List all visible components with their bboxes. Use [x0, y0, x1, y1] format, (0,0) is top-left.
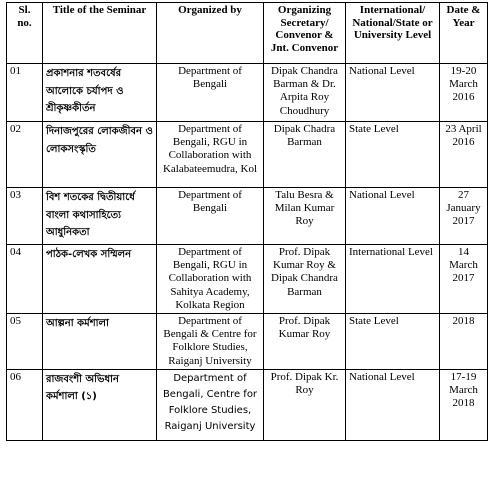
- header-secretary: Organizing Secretary/ Convenor & Jnt. Convenor: [264, 3, 346, 64]
- seminar-table: [6, 2, 488, 441]
- header-title: Title of the Seminar: [43, 3, 157, 64]
- title-cell: পাঠক-লেখক সম্মিলন: [43, 245, 157, 314]
- header-sl-no: Sl. no.: [7, 3, 43, 64]
- organized-by-cell: Department of Bengali: [157, 64, 264, 122]
- sl-no-cell: 02: [7, 122, 43, 188]
- level-cell: State Level: [346, 313, 440, 369]
- date-cell: 19-20 March 2016: [440, 64, 488, 122]
- date-cell: 17-19 March 2018: [440, 369, 488, 440]
- secretary-cell: Prof. Dipak Kr. Roy: [264, 369, 346, 440]
- date-cell: 27 January 2017: [440, 188, 488, 245]
- header-organized-by: Organized by: [157, 3, 264, 64]
- table-body: [7, 64, 488, 441]
- sl-no-cell: 06: [7, 369, 43, 440]
- title-cell: দিনাজপুরের লোকজীবন ও লোকসংস্কৃতি: [43, 122, 157, 188]
- organized-by-cell: Department of Bengali, Centre for Folklore Studies, Raiganj University: [157, 369, 264, 440]
- secretary-cell: Prof. Dipak Kumar Roy: [264, 313, 346, 369]
- title-cell: রাজবংশী অভিধান কর্মশালা (১): [43, 369, 157, 440]
- table-header: [7, 3, 488, 64]
- table-row: [7, 188, 488, 245]
- organized-by-cell: Department of Bengali, RGU in Collaboration with Kalabateemudra, Kol: [157, 122, 264, 188]
- table-row: [7, 313, 488, 369]
- title-cell: বিশ শতকের দ্বিতীয়ার্ধে বাংলা কথাসাহিত্যে আধুনিকতা: [43, 188, 157, 245]
- table-row: [7, 245, 488, 314]
- title-cell: প্রকাশনার শতবর্ষের আলোকে চর্যাপদ ও শ্রীকৃষ্ণকীর্তন: [43, 64, 157, 122]
- sl-no-cell: 01: [7, 64, 43, 122]
- level-cell: National Level: [346, 369, 440, 440]
- organized-by-cell: Department of Bengali, RGU in Collaboration with Sahitya Academy, Kolkata Region: [157, 245, 264, 314]
- table-row: [7, 369, 488, 440]
- secretary-cell: Prof. Dipak Kumar Roy & Dipak Chandra Barman: [264, 245, 346, 314]
- level-cell: National Level: [346, 64, 440, 122]
- secretary-cell: Talu Besra & Milan Kumar Roy: [264, 188, 346, 245]
- header-level: International/ National/State or University Level: [346, 3, 440, 64]
- secretary-cell: Dipak Chandra Barman & Dr. Arpita Roy Choudhury: [264, 64, 346, 122]
- level-cell: National Level: [346, 188, 440, 245]
- sl-no-cell: 05: [7, 313, 43, 369]
- sl-no-cell: 03: [7, 188, 43, 245]
- title-cell: আল্পনা কর্মশালা: [43, 313, 157, 369]
- level-cell: International Level: [346, 245, 440, 314]
- organized-by-cell: Department of Bengali & Centre for Folklore Studies, Raiganj University: [157, 313, 264, 369]
- date-cell: 2018: [440, 313, 488, 369]
- date-cell: 14 March 2017: [440, 245, 488, 314]
- header-row: [7, 3, 488, 64]
- header-date: Date & Year: [440, 3, 488, 64]
- date-cell: 23 April 2016: [440, 122, 488, 188]
- level-cell: State Level: [346, 122, 440, 188]
- sl-no-cell: 04: [7, 245, 43, 314]
- table-row: [7, 64, 488, 122]
- organized-by-cell: Department of Bengali: [157, 188, 264, 245]
- secretary-cell: Dipak Chadra Barman: [264, 122, 346, 188]
- table-row: [7, 122, 488, 188]
